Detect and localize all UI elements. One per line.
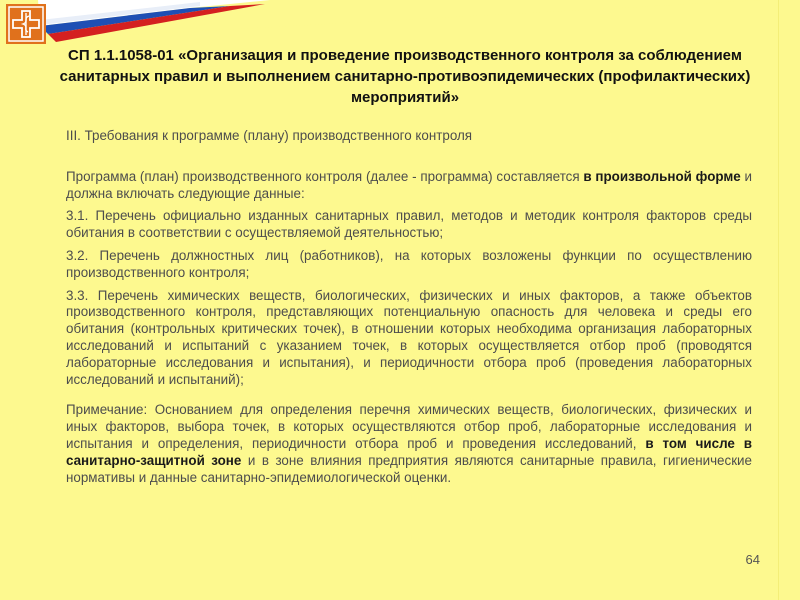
note-text-start: Примечание: Основанием для определения перечня химических веществ, биологических, физических и иных факторов, выбора точек, в которых осуществляются отбор проб, лабораторные исследования и испытания и определения, периодичности отбора проб и проведения исследований,	[66, 402, 752, 451]
page-number: 64	[745, 552, 760, 567]
intro-paragraph	[66, 169, 752, 203]
intro-bold-text: в произвольной форме	[583, 168, 741, 184]
slide-content	[66, 128, 752, 486]
slide-title: СП 1.1.1058-01 «Организация и проведение производственного контроля за соблюдением санитарных правил и выполнением санитарно-противоэпидемических (профилактических) мероприятий»	[59, 47, 751, 106]
list-item: 3.1. Перечень официально изданных санитарных правил, методов и методик контроля факторов среды обитания в соответствии с осуществляемой деятельностью;	[66, 208, 752, 241]
note-text-end: и в зоне влияния предприятия являются санитарные правила, гигиенические нормативы и данные санитарно-эпидемиологической оценки.	[66, 452, 752, 485]
list-item: 3.3. Перечень химических веществ, биологических, физических и иных факторов, а также объектов производственного контроля, представляющих потенциальную опасность для человека и среды его обитания (контрольных критических точек), в отношении которых необходима организация лабораторных исследований и испытаний с указанием точек, в которых осуществляется отбор проб (проводятся лабораторные исследования и испытания), и периодичности отбора проб (проведения лабораторных исследований и испытаний);	[66, 287, 752, 387]
intro-text-end: и должна включать следующие данные:	[66, 168, 753, 201]
slide-edge-line	[778, 0, 779, 600]
medical-cross-snake-icon	[6, 4, 46, 44]
note-paragraph	[66, 402, 752, 486]
intro-text-start: Программа (план) производственного контроля (далее - программа) составляется	[66, 168, 584, 184]
note-bold-text: в том числе в санитарно-защитной зоне	[66, 435, 752, 468]
section-heading: III. Требования к программе (плану) производственного контроля	[66, 128, 473, 143]
list-item: 3.2. Перечень должностных лиц (работников), на которых возложены функции по осуществлению производственного контроля;	[66, 247, 752, 280]
